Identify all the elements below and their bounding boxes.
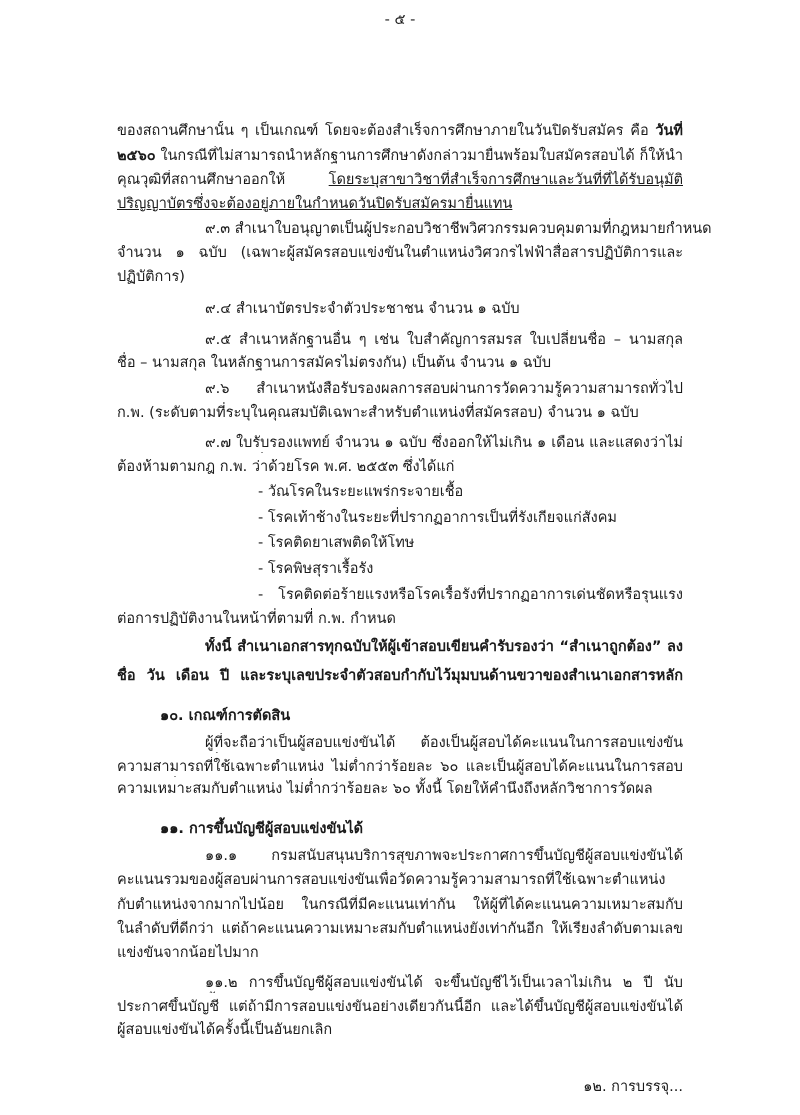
item-9-6: ๙.๖ สำเนาหนังสือรับรองผลการสอบผ่านการวัดความรู้ความสามารถทั่วไป <box>205 381 683 397</box>
item-9-3: ๙.๓ สำเนาใบอนุญาตเป็นผู้ประกอบวิชาชีพวิศวกรรมควบคุมตามที่กฎหมายกำหนด <box>205 221 712 237</box>
deadline-date: วันที่ <box>655 123 683 139</box>
page-number: - ๕ - <box>384 12 416 28</box>
item-9-5: ๙.๕ สำเนาหลักฐานอื่น ๆ เช่น ใบสำคัญการสมรส ใบเปลี่ยนชื่อ – นามสกุล <box>205 332 683 348</box>
underlined-text: ปริญญาบัตรซึ่งจะต้องอยู่ภายในกำหนดวันปิดรับสมัครมายื่นแทน <box>117 196 513 212</box>
text-line <box>117 146 683 166</box>
text-line: ผู้สอบแข่งขันได้ครั้งนี้เป็นอันยกเลิก <box>117 1022 333 1038</box>
text-line: ต้องห้ามตามกฎ ก.พ. ว่าด้วยโรค พ.ศ. ๒๕๕๓ ซึ่งได้แก่ <box>117 459 455 475</box>
deadline-year: ๒๕๖๐ <box>117 148 156 164</box>
text-line: ก.พ. (ระดับตามที่ระบุในคุณสมบัติเฉพาะสำหรับตำแหน่งที่สมัครสอบ) จำนวน ๑ ฉบับ <box>117 405 639 421</box>
section-heading-11: ๑๑. การขึ้นบัญชีผู้สอบแข่งขันได้ <box>160 821 364 837</box>
text-line: ประกาศขึ้นบัญชี แต่ถ้ามีการสอบแข่งขันอย่างเดียวกันนี้อีก และได้ขึ้นบัญชีผู้สอบแข่งขันได้ <box>117 999 683 1015</box>
text-line: ต่อการปฏิบัติงานในหน้าที่ตามที่ ก.พ. กำหนด <box>117 611 396 627</box>
text-line: ชื่อ – นามสกุล ในหลักฐานการสมัครไม่ตรงกัน) เป็นต้น จำนวน ๑ ฉบับ <box>117 355 552 371</box>
disease-item: - วัณโรคในระยะแพร่กระจายเชื้อ <box>258 484 464 500</box>
text: คุณวุฒิที่สถานศึกษาออกให้ <box>117 172 329 188</box>
text-line <box>117 170 683 190</box>
item-11-1: ๑๑.๑ กรมสนับสนุนบริการสุขภาพจะประกาศการขึ้นบัญชีผู้สอบแข่งขันได้ <box>205 848 683 864</box>
section-heading-10: ๑๐. เกณฑ์การตัดสิน <box>160 708 291 724</box>
text-line <box>117 121 683 141</box>
item-11-2: ๑๑.๒ การขึ้นบัญชีผู้สอบแข่งขันได้ จะขึ้นบัญชีไว้เป็นเวลาไม่เกิน ๒ ปี นับ <box>205 975 683 991</box>
disease-item: - โรคพิษสุราเรื้อรัง <box>258 561 374 577</box>
text-line: จำนวน ๑ ฉบับ (เฉพาะผู้สมัครสอบแข่งขันในตำแหน่งวิศวกรไฟฟ้าสื่อสารปฏิบัติการและ <box>117 245 683 261</box>
disease-item: - โรคติดยาเสพติดให้โทษ <box>258 535 415 551</box>
text-line: ความสามารถที่ใช้เฉพาะตำแหน่ง ไม่ต่ำกว่าร้อยละ ๖๐ และเป็นผู้สอบได้คะแนนในการสอบ <box>117 759 683 775</box>
text-line: แข่งขันจากน้อยไปมาก <box>117 945 259 961</box>
text-line: ผู้ที่จะถือว่าเป็นผู้สอบแข่งขันได้ ต้องเป็นผู้สอบได้คะแนนในการสอบแข่งขัน <box>205 735 683 751</box>
disease-item: - โรคเท้าช้างในระยะที่ปรากฏอาการเป็นที่รังเกียจแก่สังคม <box>258 510 617 526</box>
text-line: ปฏิบัติการ) <box>117 269 185 285</box>
text: ของสถานศึกษานั้น ๆ เป็นเกณฑ์ โดยจะต้องสำเร็จการศึกษาภายในวันปิดรับสมัคร คือ <box>117 123 656 139</box>
item-9-7: ๙.๗ ใบรับรองแพทย์ จำนวน ๑ ฉบับ ซึ่งออกให้ไม่เกิน ๑ เดือน และแสดงว่าไม่ <box>205 435 683 451</box>
text: ในกรณีที่ไม่สามารถนำหลักฐานการศึกษาดังกล่าวมายื่นพร้อมใบสมัครสอบได้ ก็ให้นำ <box>160 148 683 164</box>
certification-note: ทั้งนี้ สำเนาเอกสารทุกฉบับให้ผู้เข้าสอบเขียนคำรับรองว่า “สำเนาถูกต้อง” ลง <box>205 639 683 655</box>
text-line: ความเหมาะสมกับตำแหน่ง ไม่ต่ำกว่าร้อยละ ๖๐ ทั้งนี้ โดยให้คำนึงถึงหลักวิชาการวัดผล <box>117 781 653 797</box>
text-line: กับตำแหน่งจากมากไปน้อย ในกรณีที่มีคะแนนเท่ากัน ให้ผู้ที่ได้คะแนนความเหมาะสมกับ <box>117 897 683 913</box>
item-9-4: ๙.๔ สำเนาบัตรประจำตัวประชาชน จำนวน ๑ ฉบับ <box>205 301 520 317</box>
certification-note: ชื่อ วัน เดือน ปี และระบุเลขประจำตัวสอบกำกับไว้มุมบนด้านขวาของสำเนาเอกสารหลัก <box>117 668 683 684</box>
text-line: ในลำดับที่ดีกว่า แต่ถ้าคะแนนความเหมาะสมกับตำแหน่งยังเท่ากันอีก ให้เรียงลำดับตามเลข <box>117 921 683 937</box>
continuation-marker: ๑๒. การบรรจุ... <box>583 1079 683 1095</box>
underlined-text: โดยระบุสาขาวิชาที่สำเร็จการศึกษาและวันที่ที่ได้รับอนุมัติ <box>328 172 683 188</box>
text-line: คะแนนรวมของผู้สอบผ่านการสอบแข่งขันเพื่อวัดความรู้ความสามารถที่ใช้เฉพาะตำแหน่ง <box>117 872 666 888</box>
disease-item: - โรคติดต่อร้ายแรงหรือโรคเรื้อรังที่ปรากฏอาการเด่นชัดหรือรุนแรง <box>258 587 683 603</box>
